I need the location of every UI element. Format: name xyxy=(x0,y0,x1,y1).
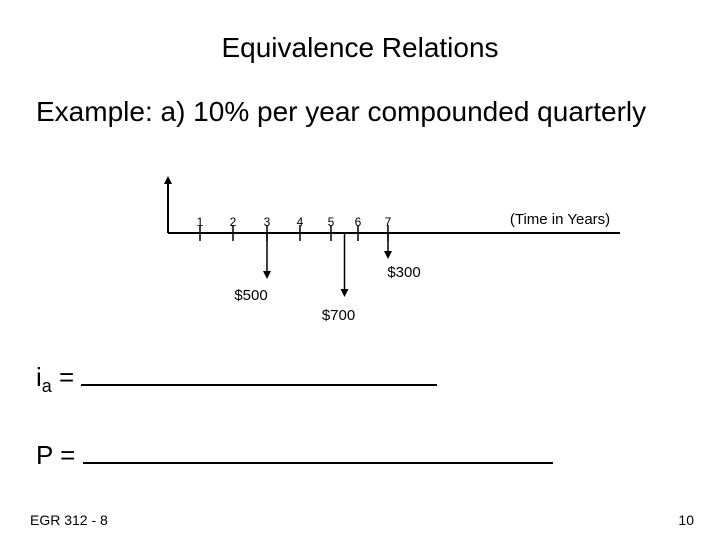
cash-flow-label-700: $700 xyxy=(321,307,356,324)
p-label: P = xyxy=(36,440,83,470)
period-label-2: 2 xyxy=(229,215,237,229)
period-label-1: 1 xyxy=(196,215,204,229)
period-label-6: 6 xyxy=(354,215,362,229)
p-answer-blank xyxy=(83,442,553,464)
ia-symbol: i xyxy=(36,362,42,392)
period-label-4: 4 xyxy=(296,215,304,229)
time-axis-label: (Time in Years) xyxy=(509,211,611,228)
period-ticks xyxy=(197,215,392,241)
ia-subscript: a xyxy=(41,376,52,396)
period-label-7: 7 xyxy=(384,215,392,229)
period-label-5: 5 xyxy=(327,215,335,229)
slide-title: Equivalence Relations xyxy=(221,32,499,63)
ia-answer-blank xyxy=(81,364,437,386)
cash-flow-label-300: $300 xyxy=(387,264,421,281)
example-statement: Example: a) 10% per year compounded quarterly xyxy=(36,96,647,127)
course-footer: EGR 312 - 8 xyxy=(30,512,108,528)
period-label-3: 3 xyxy=(263,215,271,229)
ia-equals: = xyxy=(51,362,82,392)
page-number: 10 xyxy=(678,512,694,528)
p-equation xyxy=(36,440,553,471)
cash-flow-label-500: $500 xyxy=(234,287,268,304)
cash-flows xyxy=(234,233,420,324)
ia-equation xyxy=(36,362,437,397)
